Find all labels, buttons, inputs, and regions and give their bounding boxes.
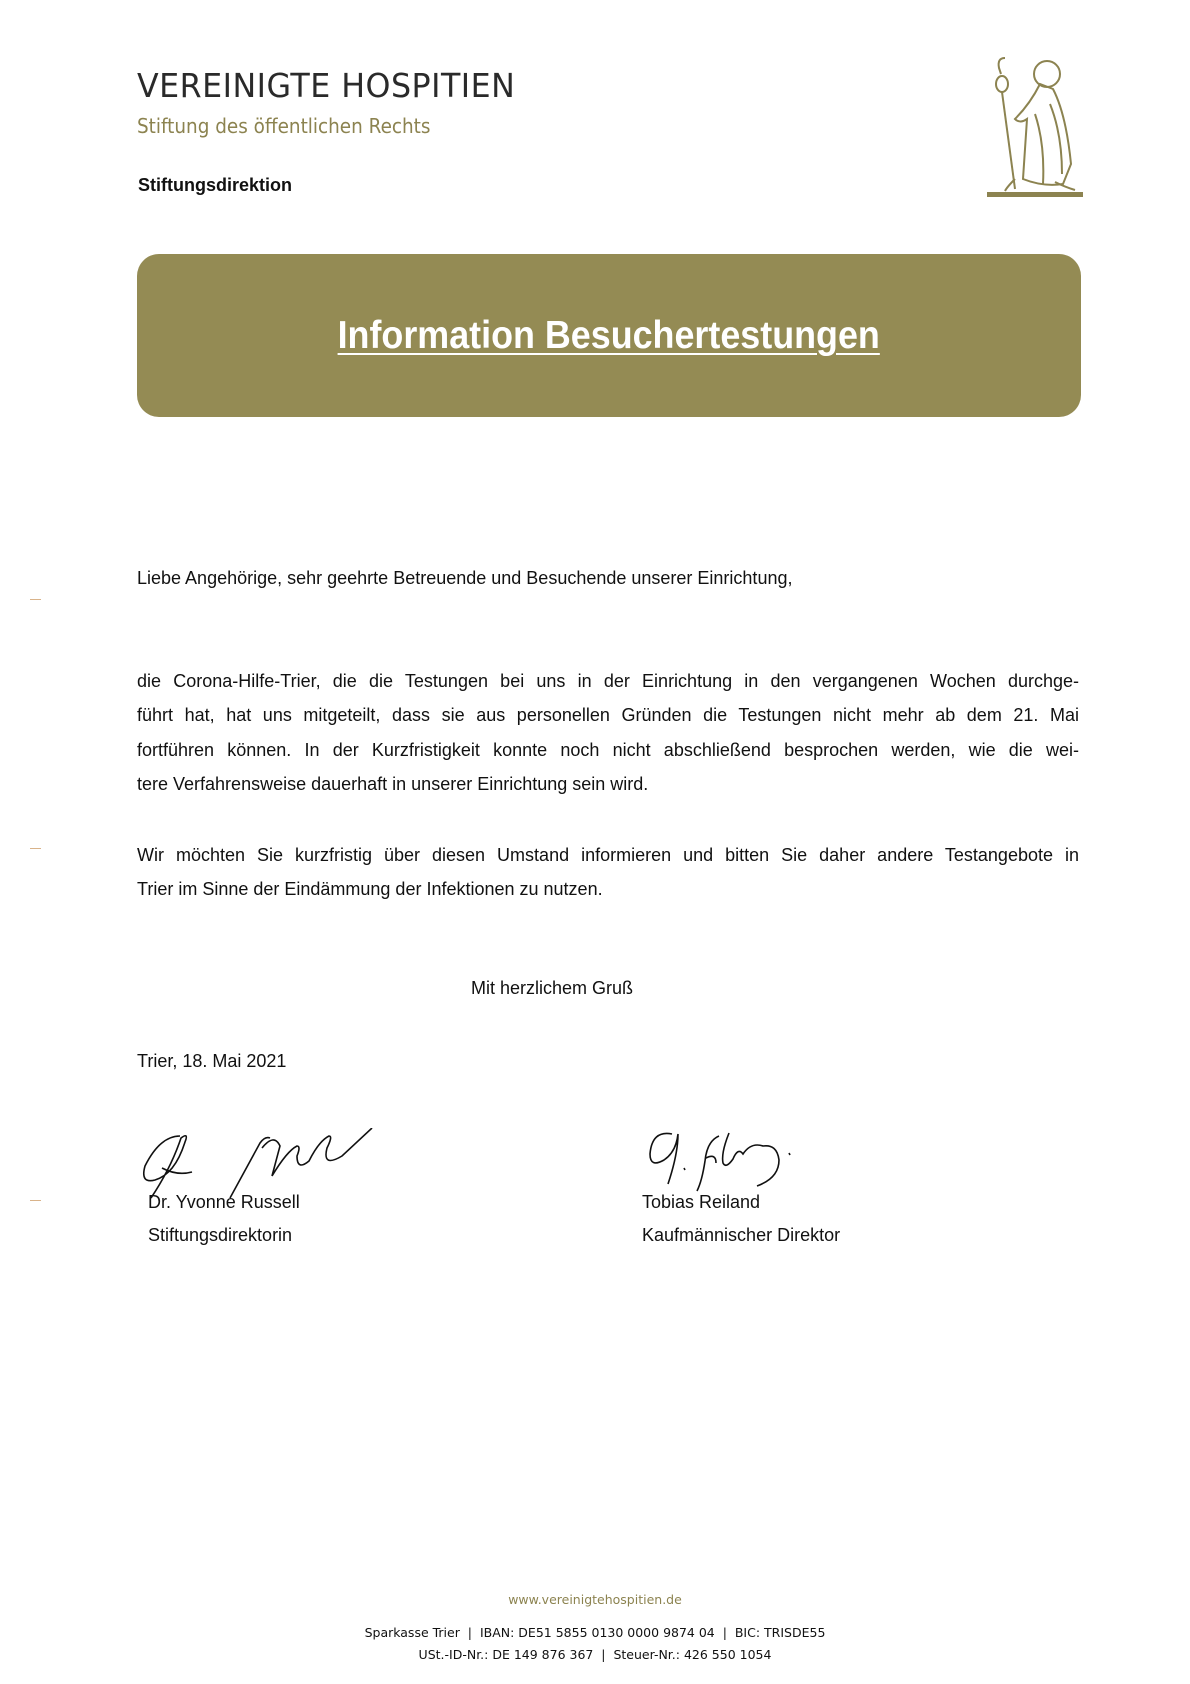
title-banner [137,254,1081,417]
signatory-name: Tobias Reiland [642,1192,761,1212]
bank-details: Sparkasse Trier | IBAN: DE51 5855 0130 0000 9874 04 | BIC: TRISDE55 [364,1625,826,1640]
place-date: Trier, 18. Mai 2021 [137,1051,287,1071]
fold-mark [30,599,41,600]
signatory-role: Stiftungsdirektorin [148,1225,293,1245]
fold-mark [30,848,41,849]
website-link[interactable]: www.vereinigtehospitien.de [508,1592,682,1607]
paragraph-line: führt hat, hat uns mitgeteilt, dass sie aus personellen Gründen die Testungen nicht mehr ab dem 21. Mai [137,705,1079,725]
salutation: Liebe Angehörige, sehr geehrte Betreuende und Besuchende unserer Einrichtung, [137,568,793,588]
paragraph-line: die Corona-Hilfe-Trier, die die Testungen bei uns in der Einrichtung in den vergangenen Wochen durchge- [137,671,1079,691]
paragraph-line: Trier im Sinne der Eindämmung der Infektionen zu nutzen. [137,879,603,899]
organization-name: VEREINIGTE HOSPITIEN [137,66,516,105]
signatory-role: Kaufmännischer Direktor [642,1225,841,1245]
organization-subtitle: Stiftung des öffentlichen Rechts [137,114,431,138]
signatory-name: Dr. Yvonne Russell [148,1192,300,1212]
signature-russell [140,1128,390,1200]
department-label: Stiftungsdirektion [138,175,292,195]
paragraph-line: Wir möchten Sie kurzfristig über diesen Umstand informieren und bitten Sie daher andere Testangebote in [137,845,1079,865]
paragraph-line: fortführen können. In der Kurzfristigkeit konnte noch nicht abschließend besprochen werden, wie die wei- [137,740,1079,760]
document-title: Information Besuchertestungen [337,313,881,357]
pilgrim-saint-logo-icon [985,54,1085,199]
tax-details: USt.-ID-Nr.: DE 149 876 367 | Steuer-Nr.: 426 550 1054 [418,1647,772,1662]
closing: Mit herzlichem Gruß [471,978,634,998]
fold-mark [30,1200,41,1201]
paragraph-line: tere Verfahrensweise dauerhaft in unserer Einrichtung sein wird. [137,774,649,794]
